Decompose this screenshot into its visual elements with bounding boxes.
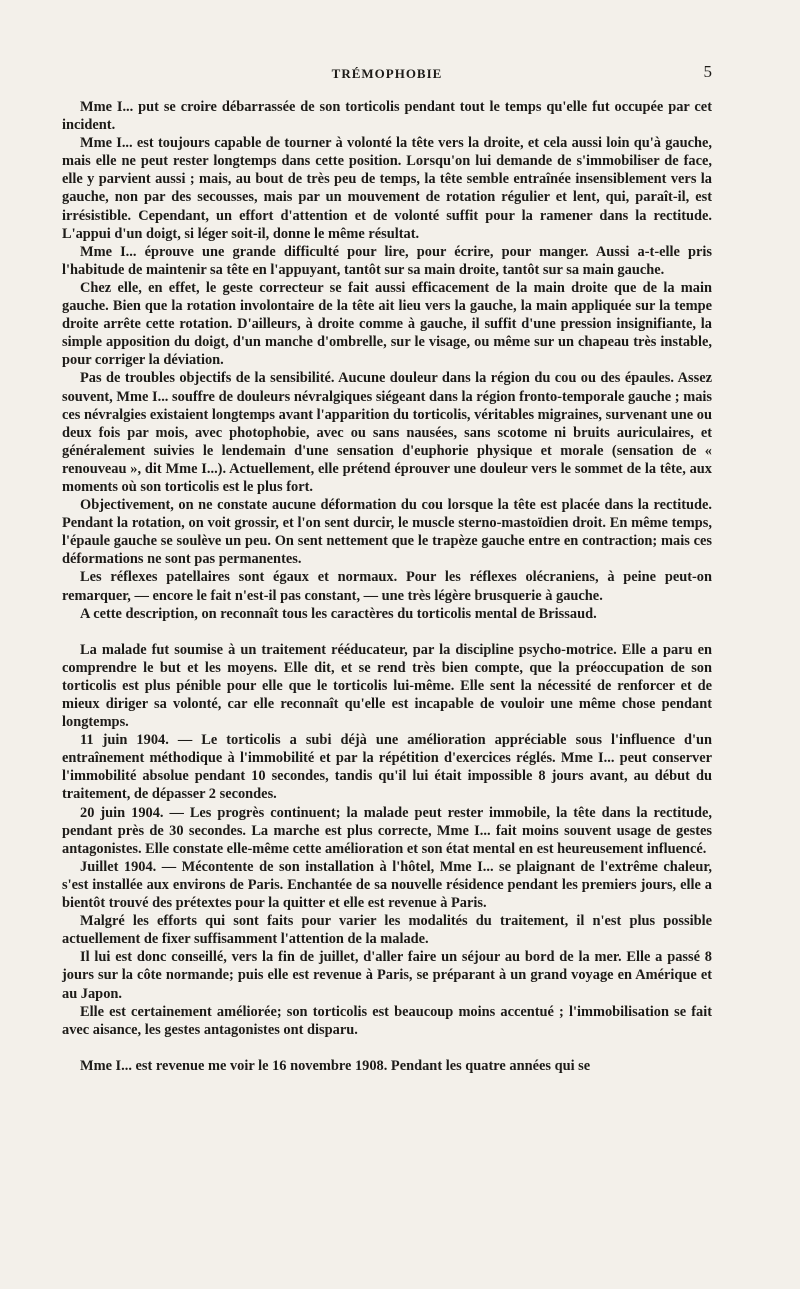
paragraph: A cette description, on reconnaît tous les caractères du torticolis mental de Brissaud. — [80, 605, 597, 622]
running-title: TRÉMOPHOBIE — [331, 66, 443, 81]
paragraph: Mme I... est revenue me voir le 16 novembre 1908. Pendant les quatre années qui se — [80, 1057, 591, 1074]
paragraph: Malgré les efforts qui sont faits pour varier les modalités du traitement, il n'est plus possible actuellement de fixer suffisamment l'attention de la malade. — [62, 913, 712, 948]
paragraph: Elle est certainement améliorée; son torticolis est beaucoup moins accentué ; l'immobilisation se fait avec aisance, les gestes antagonistes ont disparu. — [62, 1003, 712, 1038]
paragraph: Mme I... put se croire débarrassée de son torticolis pendant tout le temps qu'elle fut occupée par cet incident. — [62, 99, 712, 134]
paragraph: Objectivement, on ne constate aucune déformation du cou lorsque la tête est placée dans la rectitude. Pendant la rotation, on voit grossir, et l'on sent durcir, le muscle sterno-mastoïdien droit. En même temps, l'épaule gauche se soulève un peu. On sent nettement que le trapèze gauche entre en contraction; mais ces déformations ne sont pas permanentes. — [62, 497, 712, 568]
body-text — [62, 98, 712, 1075]
page-header — [62, 62, 712, 84]
paragraph: Chez elle, en effet, le geste correcteur se fait aussi efficacement de la main droite que de la main gauche. Bien que la rotation involontaire de la tête ait lieu vers la gauche, la main appliquée sur la tempe droite arrête cette rotation. D'ailleurs, à droite comme à gauche, il suffit d'une pression insignifiante, la simple apposition du doigt, d'un manche d'ombrelle, sur le visage, ou même sur un chapeau très instable, pour corriger la déviation. — [62, 279, 712, 369]
paragraph: Les réflexes patellaires sont égaux et normaux. Pour les réflexes olécraniens, à peine peut-on remarquer, — encore le fait n'est-il pas constant, — une très légère brusquerie à gauche. — [62, 569, 712, 604]
paragraph: Il lui est donc conseillé, vers la fin de juillet, d'aller faire un séjour au bord de la mer. Elle a passé 8 jours sur la côte normande; puis elle est revenue à Paris, se préparant à un grand voyage en Amérique et au Japon. — [62, 949, 712, 1002]
paragraph: Juillet 1904. — Mécontente de son installation à l'hôtel, Mme I... se plaignant de l'extrême chaleur, s'est installée aux environs de Paris. Enchantée de sa nouvelle résidence pendant les premiers jours, elle a bientôt trouvé des prétextes pour la quitter et elle est revenue à Paris. — [62, 858, 712, 912]
page-number: 5 — [703, 62, 712, 81]
paragraph: Mme I... est toujours capable de tourner à volonté la tête vers la droite, et cela aussi loin qu'à gauche, mais elle ne peut rester longtemps dans cette position. Lorsqu'on lui demande de s'immobiliser de face, elle y parvient aussi ; mais, au bout de très peu de temps, la tête semble entraînée insensiblement vers la gauche, non par des secousses, mais par un mouvement de rotation régulier et lent, qui, paraît-il, est irrésistible. Cependant, un effort d'attention et de volonté suffit pour la ramener dans la rectitude. L'appui d'un doigt, si léger soit-il, donne le même résultat. — [62, 135, 712, 242]
paragraph: La malade fut soumise à un traitement rééducateur, par la discipline psycho-motrice. Elle a paru en comprendre le but et les moyens. Elle dit, et se rend très bien compte, que la préoccupation de son torticolis est plus pénible pour elle que le torticolis lui-même. Elle sent la nécessité de renforcer et de mieux diriger sa volonté, car elle reconnaît qu'elle est incapable de vouloir une même chose pendant longtemps. — [62, 641, 712, 731]
paragraph: 20 juin 1904. — Les progrès continuent; la malade peut rester immobile, la tête dans la rectitude, pendant près de 30 secondes. La marche est plus correcte, Mme I... fait moins souvent usage de gestes antagonistes. Elle constate elle-même cette amélioration et son état mental en est heureusement influencé. — [62, 804, 712, 857]
paragraph: 11 juin 1904. — Le torticolis a subi déjà une amélioration appréciable sous l'influence d'un entraînement méthodique à l'immobilité et par la répétition d'exercices réglés. Mme I... peut conserver l'immobilité absolue pendant 10 secondes, tandis qu'il lui était impossible 8 jours avant, au début du traitement, de dépasser 2 secondes. — [62, 732, 712, 803]
paragraph: Mme I... éprouve une grande difficulté pour lire, pour écrire, pour manger. Aussi a-t-elle pris l'habitude de maintenir sa tête en l'appuyant, tantôt sur sa main droite, tantôt sur sa main gauche. — [62, 243, 712, 278]
paragraph: Pas de troubles objectifs de la sensibilité. Aucune douleur dans la région du cou ou des épaules. Assez souvent, Mme I... souffre de douleurs névralgiques siégeant dans la région fronto-temporale gauche ; mais ces névralgies existaient longtemps avant l'apparition du torticolis, véritables migraines, survenant une ou deux fois par mois, avec photophobie, avec ou sans nausées, sans scotome ni bruits auriculaires, et généralement suivies le lendemain d'une sensation d'euphorie physique et morale (sensation de « renouveau », dit Mme I...). Actuellement, elle prétend éprouver une douleur vers le sommet de la tête, aux moments où son torticolis est le plus fort. — [62, 370, 712, 495]
